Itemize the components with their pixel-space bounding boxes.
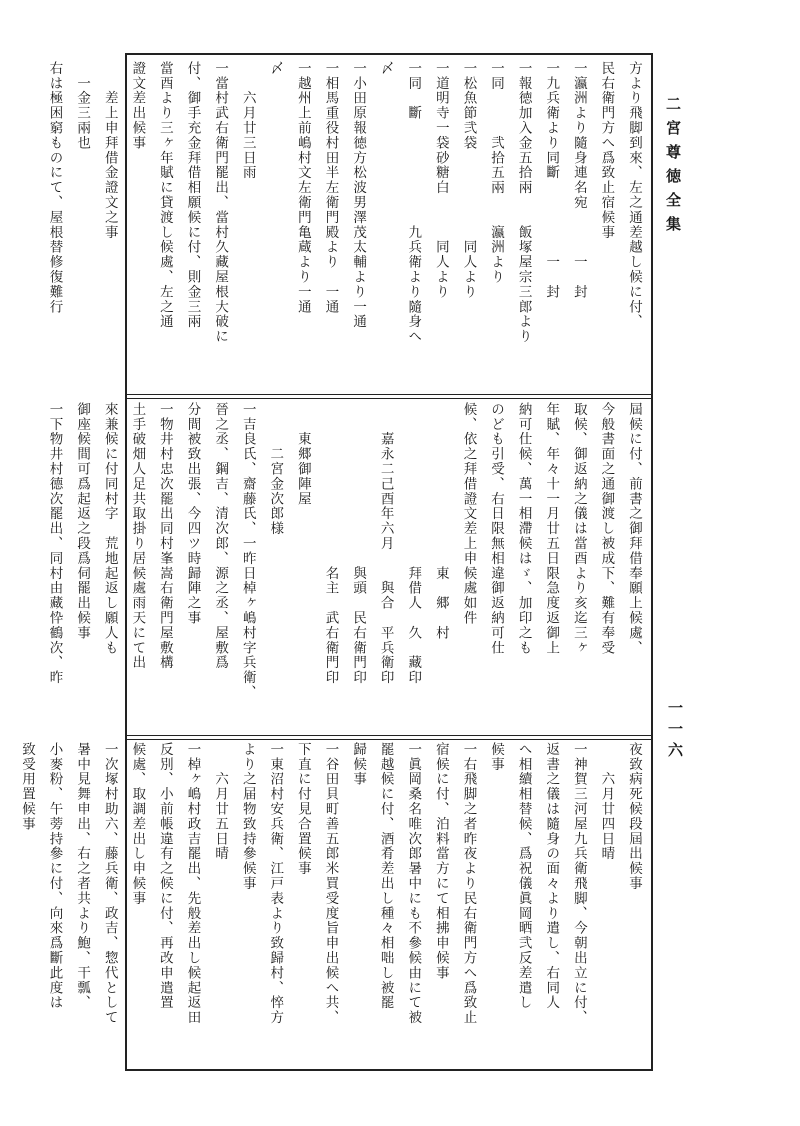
text-column: 一九兵衛より同斷 一 封 (543, 61, 560, 300)
text-column: 一吉良氏、齋藤氏、一昨日棹ヶ嶋村字兵衛、 (239, 402, 256, 700)
text-column: 屆候に付、前書之御拜借奉願上候處、 (626, 402, 642, 656)
text-column: 歸候事 (350, 742, 367, 787)
text-column: 名主 武右衛門印 (322, 402, 339, 686)
text-column: 土手破畑人足共取掛り居候處雨天にて出 (129, 402, 146, 671)
text-column: 晉之丞、鋼吉、清次郎、源之丞、屋敷爲 (212, 402, 229, 671)
tier-divider (127, 735, 651, 740)
tier-top (46, 61, 647, 394)
tier-top-text (46, 61, 647, 394)
text-column: 二宮金次郎様 (267, 402, 284, 537)
text-column: 差上申拜借金證文之事 (101, 61, 118, 240)
tier-bottom-text (18, 742, 647, 1067)
text-column: 反別、小前帳違有之候に付、再改申遣置 (156, 742, 173, 1011)
text-column: 納可仕候、萬一相滯候はゞ、加印之も (515, 402, 532, 656)
text-column: 一報徳加入金五拾兩 飯塚屋宗三郎より (515, 61, 532, 345)
text-column: 返書之儀は隨身の面々より遣し、右同人 (543, 742, 560, 1011)
text-column: 方より飛脚到來、左之通差越し候に付、 (626, 61, 642, 330)
text-column: 證文差出候事 (129, 61, 146, 151)
text-column: 嘉永二己酉年六月 與合 平兵衛印 (377, 402, 394, 686)
text-column: 候、依之拜借證文差上申候處如件 (460, 402, 477, 626)
text-column: 御座候間可爲起返之段爲伺罷出候事 (74, 402, 91, 641)
text-column: 東 郷 村 (432, 402, 449, 641)
text-column: 分間被致出張、今四ツ時歸陣之事 (184, 402, 201, 626)
page-frame (18, 53, 653, 1071)
text-column: 下直に付見合置候事 (294, 742, 311, 877)
text-column: 〆 (377, 61, 394, 76)
text-column: 拜借人 久 藏印 (405, 402, 422, 686)
text-column: 來兼候に付同村字 荒地起返し願人も (101, 402, 118, 656)
text-column: 候處、取調差出し申候事 (129, 742, 146, 906)
text-column: 付、御手充金拜借相願候に付、則金三兩 (184, 61, 201, 330)
text-column: 一小田原報徳方松波男澤茂太輔より一通 (350, 61, 367, 330)
text-column: 一松魚節弐袋 同人より (460, 61, 477, 300)
text-column: 六月廿五日晴 (212, 742, 229, 862)
text-column: 罷越候に付、酒肴差出し種々相咄し被罷 (377, 742, 394, 1011)
tier-bottom (18, 742, 647, 1067)
tier-middle (46, 402, 647, 734)
text-column: 暑中見舞申出、右之者共より鮑、干瓢、 (74, 742, 91, 1011)
text-column: 小麥粉、午蒡持參に付、向來爲斷此度は (46, 742, 63, 1011)
text-column: 致受用置候事 (18, 742, 35, 832)
text-column: 一越州上前嶋村文左衛門亀蔵より一通 (294, 61, 311, 315)
text-column: 年賦、年々十一月廿五日限急度返御上 (543, 402, 560, 656)
text-column: 〆 (267, 61, 284, 76)
text-column: 一右飛脚之者昨夜より民右衛門方へ爲致止 (460, 742, 477, 1026)
text-column: 一谷田貝町善五郎米買受度旨申出候へ共、 (322, 742, 339, 1026)
text-column: 今般書面之通御渡し被成下、難有奉受 (598, 402, 615, 656)
text-column: 一次塚村助六、藤兵衛、政吉、惣代として (101, 742, 118, 1026)
text-column: 當酉より三ヶ年賦に貸渡し候處、左之通 (156, 61, 173, 330)
text-column: 一道明寺一袋砂糖白 同人より (432, 61, 449, 300)
text-column: へ相續相替候、爲祝儀眞岡晒弐反差遣し (515, 742, 532, 1011)
text-column: 一棹ヶ嶋村政吉罷出、先般差出し候起返田 (184, 742, 201, 1026)
text-column: 候事 (488, 742, 505, 772)
text-column: 六月廿四日晴 (598, 742, 615, 862)
text-column: 一相馬重役村田半左衛門殿より 一通 (322, 61, 339, 315)
text-column: 一物井村忠次罷出同村峯嵩右衛門屋敷構 (156, 402, 173, 671)
text-column: 宿候に付、泊料當方にて相拂申候事 (432, 742, 449, 981)
text-column: 六月廿三日雨 (239, 61, 256, 181)
text-column: 一瀛洲より隨身連名宛 一 封 (570, 61, 587, 300)
text-column: より之届物致持參候事 (239, 742, 256, 891)
text-column: 與頭 民右衛門印 (350, 402, 367, 686)
text-column: 一神賀三河屋九兵衛飛脚、今朝出立に付、 (570, 742, 587, 1026)
page-number: 一一六 (666, 700, 684, 763)
tier-divider (127, 394, 651, 399)
text-column: 右は極困窮ものにて、屋根替修復難行 (46, 61, 63, 315)
text-column: のども引受、右日限無相違御返納可仕 (488, 402, 505, 656)
text-column: 一金三兩也 (74, 61, 91, 151)
tier-middle-text (46, 402, 647, 734)
text-column: 民右衛門方へ爲致止宿候事 (598, 61, 615, 240)
text-column: 一東沼村安兵衛、江戸表より致歸村、悴方 (267, 742, 284, 1026)
text-column: 一當村武右衛門罷出、當村久藏屋根大破に (212, 61, 229, 345)
text-column: 東郷御陣屋 (294, 402, 311, 507)
text-column: 取候、御返納之儀は當酉より亥迄三ヶ (570, 402, 587, 656)
text-column: 一同 弐拾五兩 瀛洲より (488, 61, 505, 285)
text-column: 夜致病死候段屆出候事 (626, 742, 642, 891)
text-column: 一眞岡桑名唯次郎暑中にも不參候由にて被 (405, 742, 422, 1026)
text-column: 一下物井村德次罷出、同村由藏忰鶴次、昨 (46, 402, 63, 686)
running-title: 二宮尊徳全集 (664, 96, 682, 240)
text-column: 一同 斷 九兵衛より隨身へ (405, 61, 422, 345)
